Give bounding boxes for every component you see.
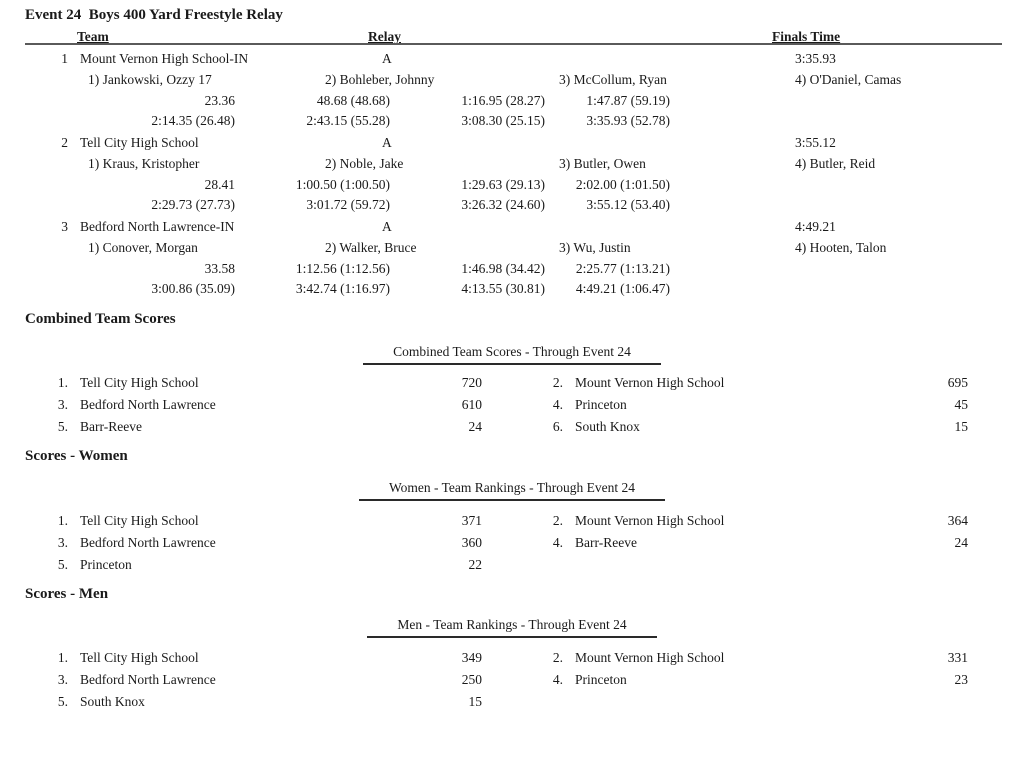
split-time: 1:12.56 (1:12.56) <box>295 261 390 276</box>
section-heading-women: Scores - Women <box>25 448 128 464</box>
score-team: Bedford North Lawrence <box>80 672 216 687</box>
score-points: 360 <box>461 535 482 550</box>
split-time: 3:08.30 (25.15) <box>461 113 545 128</box>
swimmer-name: 2) Bohleber, Johnny <box>325 72 435 87</box>
score-rank: 2. <box>552 650 563 665</box>
swimmer-name: 2) Walker, Bruce <box>325 240 417 255</box>
score-rank: 3. <box>57 397 68 412</box>
score-rank: 2. <box>552 375 563 390</box>
split-time: 3:55.12 (53.40) <box>586 197 670 212</box>
result-rank: 1 <box>61 51 68 66</box>
score-team: Barr-Reeve <box>575 535 637 550</box>
score-team: Barr-Reeve <box>80 419 142 434</box>
column-header-relay: Relay <box>368 29 401 44</box>
swimmer-name: 4) O'Daniel, Camas <box>795 72 902 87</box>
score-points: 24 <box>468 419 482 434</box>
swimmer-name: 3) Wu, Justin <box>559 240 631 255</box>
score-team: Princeton <box>575 397 627 412</box>
score-points: 364 <box>947 513 968 528</box>
score-team: South Knox <box>575 419 640 434</box>
score-team: Tell City High School <box>80 375 199 390</box>
score-team: Bedford North Lawrence <box>80 535 216 550</box>
table-title-wrap <box>25 616 999 638</box>
result-rank: 2 <box>61 135 68 150</box>
finals-time: 4:49.21 <box>795 219 836 234</box>
split-time: 1:16.95 (28.27) <box>461 93 545 108</box>
header-rule <box>25 43 1002 45</box>
swimmer-name: 1) Jankowski, Ozzy 17 <box>88 72 212 87</box>
relay-designator: A <box>382 135 392 150</box>
score-rank: 1. <box>57 375 68 390</box>
section-heading-combined: Combined Team Scores <box>25 311 176 327</box>
split-time: 3:42.74 (1:16.97) <box>295 281 390 296</box>
score-points: 610 <box>461 397 482 412</box>
score-team: South Knox <box>80 694 145 709</box>
score-points: 371 <box>461 513 482 528</box>
score-rank: 5. <box>57 419 68 434</box>
score-rank: 5. <box>57 694 68 709</box>
result-team-name: Mount Vernon High School-IN <box>80 51 249 66</box>
score-points: 15 <box>468 694 482 709</box>
column-header-finals-time: Finals Time <box>772 29 841 44</box>
score-points: 349 <box>461 650 482 665</box>
split-time: 3:35.93 (52.78) <box>586 113 670 128</box>
score-rank: 6. <box>552 419 563 434</box>
score-rank: 4. <box>552 672 563 687</box>
swimmer-name: 4) Hooten, Talon <box>795 240 887 255</box>
score-points: 720 <box>461 375 482 390</box>
score-points: 15 <box>954 419 968 434</box>
score-rank: 3. <box>57 672 68 687</box>
score-team: Princeton <box>575 672 627 687</box>
score-points: 23 <box>954 672 968 687</box>
score-points: 24 <box>954 535 968 550</box>
table-title-combined: Combined Team Scores - Through Event 24 <box>363 343 661 365</box>
score-rank: 1. <box>57 513 68 528</box>
finals-time: 3:35.93 <box>795 51 836 66</box>
relay-designator: A <box>382 219 392 234</box>
split-time: 4:49.21 (1:06.47) <box>575 281 670 296</box>
split-time: 2:29.73 (27.73) <box>151 197 235 212</box>
swimmer-name: 3) Butler, Owen <box>559 156 646 171</box>
finals-time: 3:55.12 <box>795 135 836 150</box>
split-time: 23.36 <box>204 93 235 108</box>
result-rank: 3 <box>61 219 68 234</box>
swimmer-name: 2) Noble, Jake <box>325 156 404 171</box>
table-title-wrap <box>25 343 999 365</box>
table-title-wrap <box>25 479 999 501</box>
result-team-name: Tell City High School <box>80 135 199 150</box>
score-rank: 5. <box>57 557 68 572</box>
score-team: Mount Vernon High School <box>575 513 725 528</box>
swimmer-name: 1) Conover, Morgan <box>88 240 198 255</box>
split-time: 1:29.63 (29.13) <box>461 177 545 192</box>
split-time: 1:47.87 (59.19) <box>586 93 670 108</box>
score-team: Bedford North Lawrence <box>80 397 216 412</box>
score-points: 695 <box>947 375 968 390</box>
split-time: 2:43.15 (55.28) <box>306 113 390 128</box>
score-team: Tell City High School <box>80 650 199 665</box>
section-heading-men: Scores - Men <box>25 586 109 602</box>
split-time: 2:14.35 (26.48) <box>151 113 235 128</box>
score-team: Princeton <box>80 557 132 572</box>
result-team-name: Bedford North Lawrence-IN <box>80 219 235 234</box>
split-time: 2:25.77 (1:13.21) <box>575 261 670 276</box>
split-time: 1:46.98 (34.42) <box>461 261 545 276</box>
split-time: 1:00.50 (1:00.50) <box>295 177 390 192</box>
score-team: Tell City High School <box>80 513 199 528</box>
split-time: 3:26.32 (24.60) <box>461 197 545 212</box>
event-title: Event 24 Boys 400 Yard Freestyle Relay <box>25 7 283 23</box>
score-points: 22 <box>468 557 482 572</box>
split-time: 28.41 <box>204 177 235 192</box>
swimmer-name: 3) McCollum, Ryan <box>559 72 667 87</box>
score-rank: 4. <box>552 397 563 412</box>
split-time: 33.58 <box>204 261 235 276</box>
split-time: 3:01.72 (59.72) <box>306 197 390 212</box>
score-rank: 4. <box>552 535 563 550</box>
table-title-women: Women - Team Rankings - Through Event 24 <box>359 479 665 501</box>
score-team: Mount Vernon High School <box>575 650 725 665</box>
split-time: 3:00.86 (35.09) <box>151 281 235 296</box>
score-rank: 1. <box>57 650 68 665</box>
swimmer-name: 4) Butler, Reid <box>795 156 876 171</box>
score-points: 45 <box>954 397 968 412</box>
score-rank: 3. <box>57 535 68 550</box>
score-points: 331 <box>947 650 968 665</box>
split-time: 4:13.55 (30.81) <box>461 281 545 296</box>
table-title-men: Men - Team Rankings - Through Event 24 <box>367 616 656 638</box>
score-rank: 2. <box>552 513 563 528</box>
relay-designator: A <box>382 51 392 66</box>
split-time: 2:02.00 (1:01.50) <box>575 177 670 192</box>
column-header-team: Team <box>77 29 109 44</box>
split-time: 48.68 (48.68) <box>316 93 390 108</box>
swimmer-name: 1) Kraus, Kristopher <box>88 156 200 171</box>
score-team: Mount Vernon High School <box>575 375 725 390</box>
score-points: 250 <box>461 672 482 687</box>
